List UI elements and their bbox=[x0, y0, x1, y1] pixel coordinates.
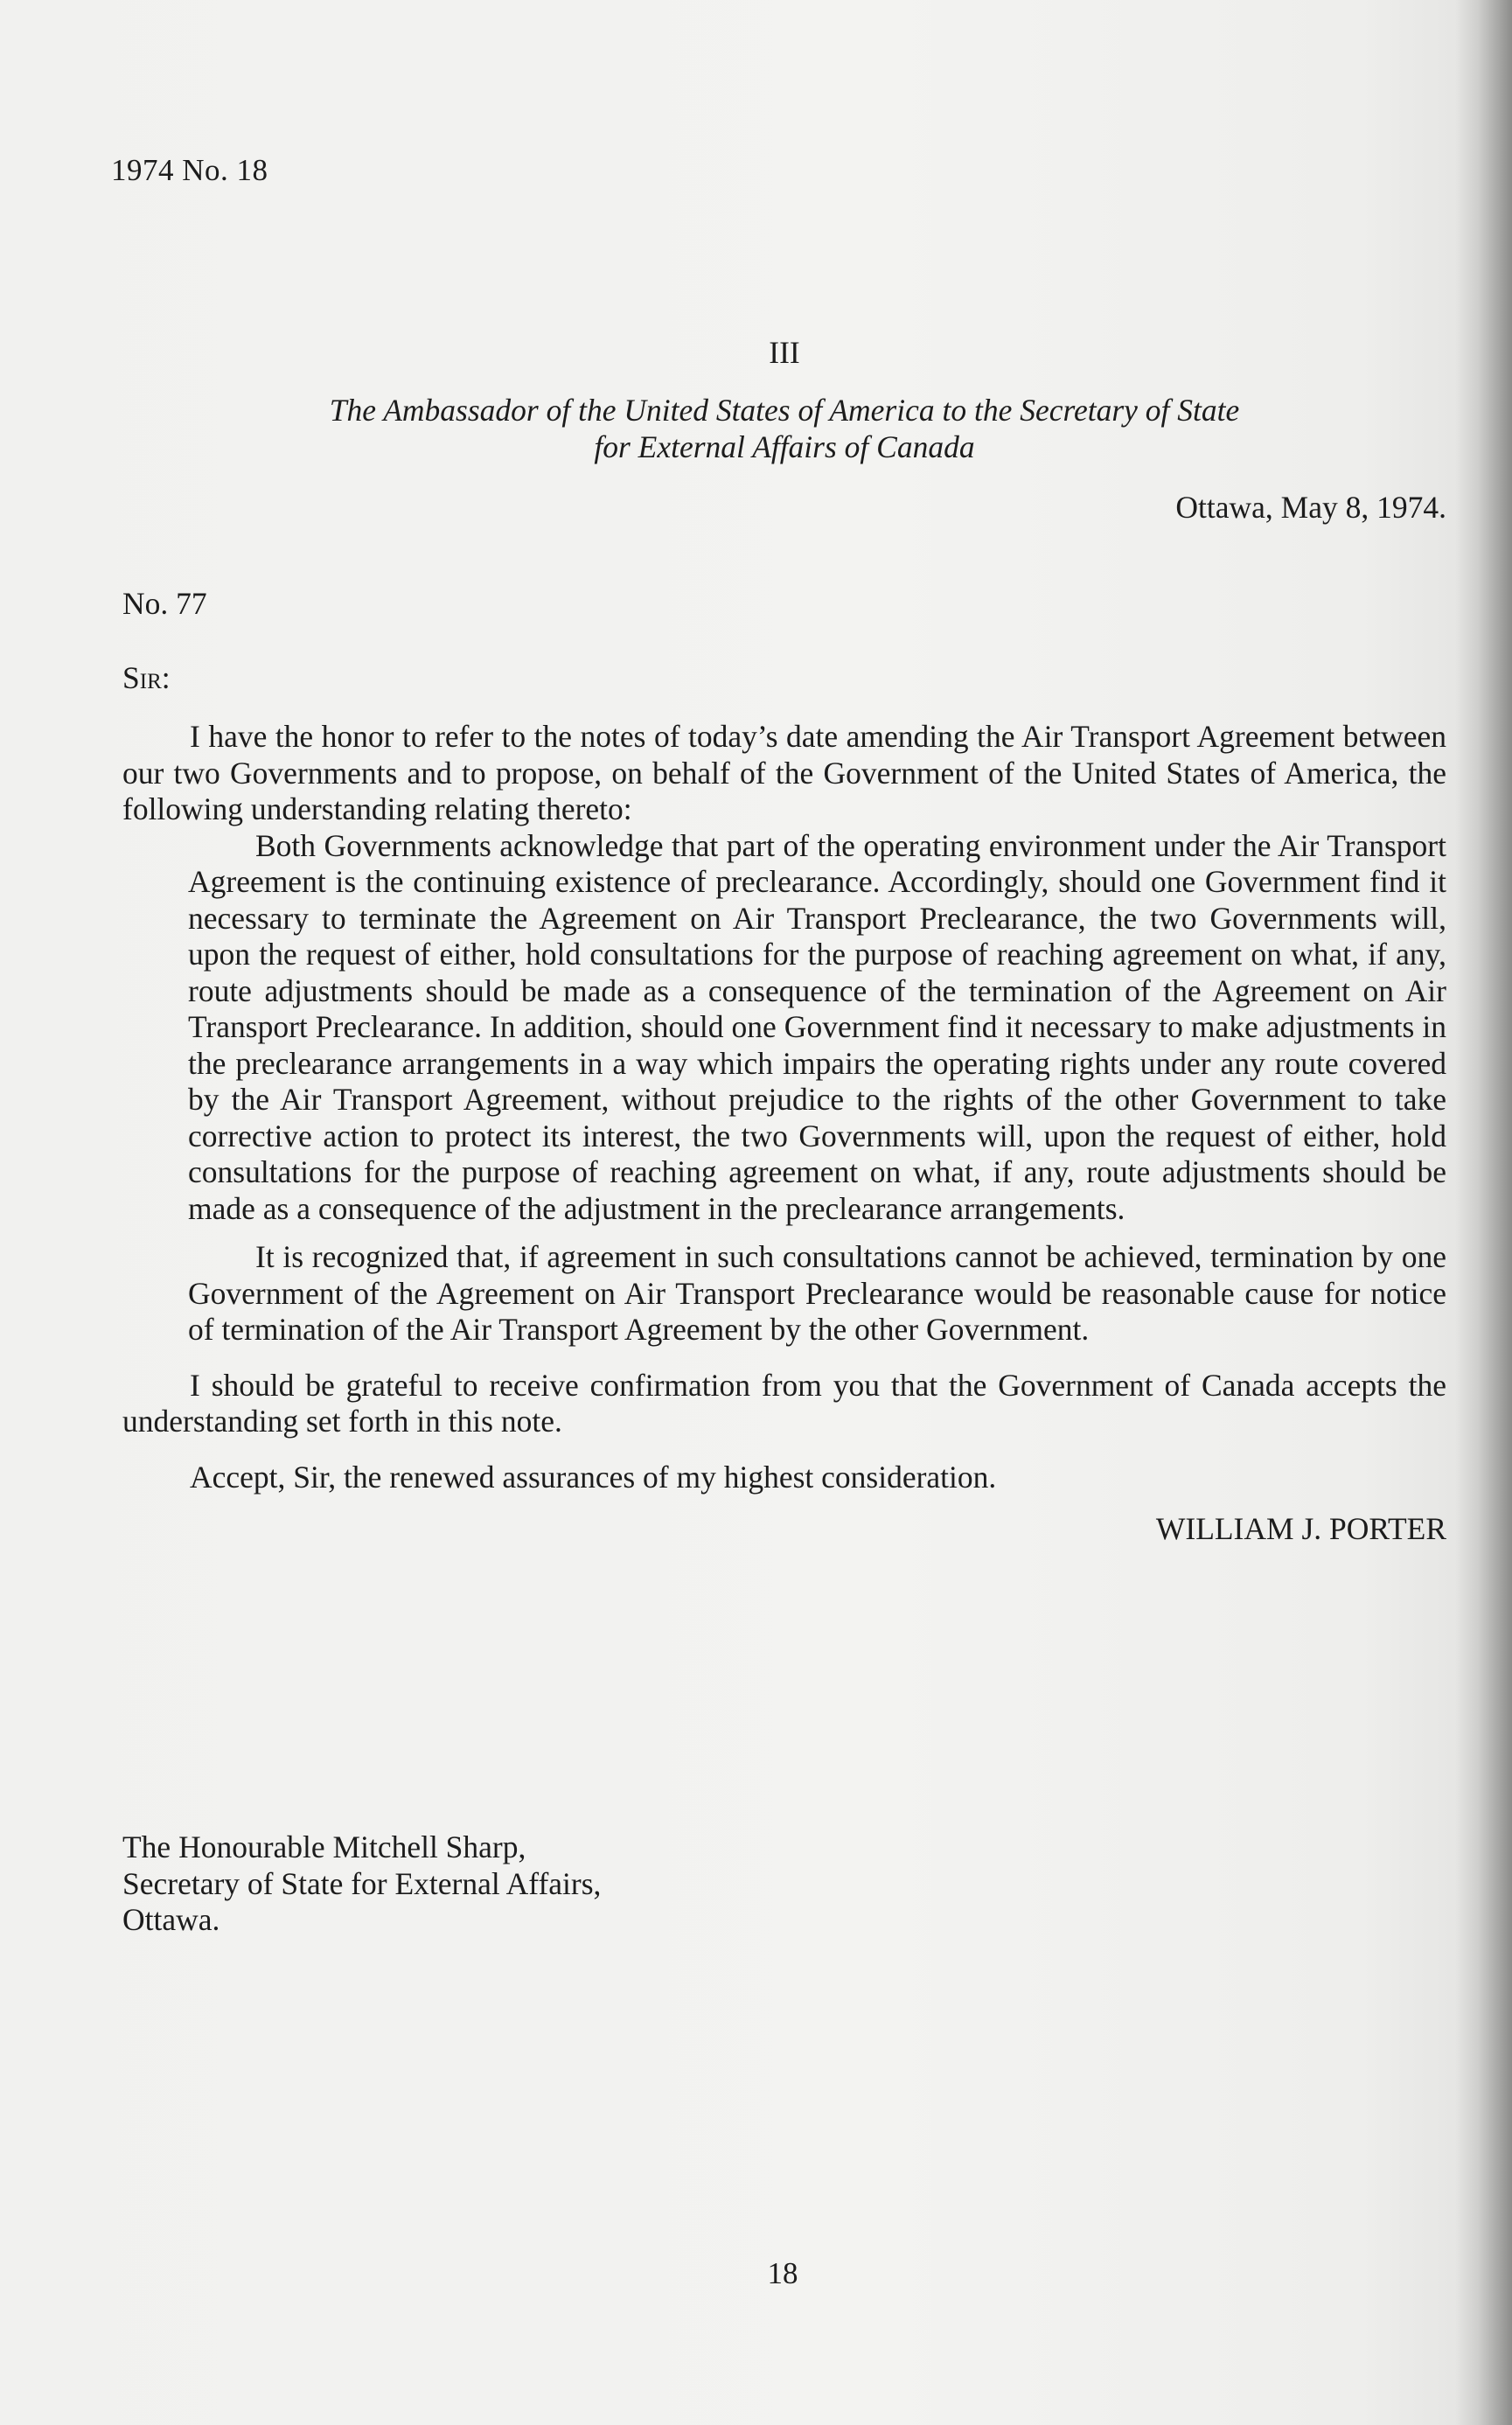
running-head: 1974 No. 18 bbox=[111, 153, 268, 187]
signature: WILLIAM J. PORTER bbox=[1155, 1511, 1446, 1546]
addressee-block bbox=[122, 1829, 1446, 1939]
page-number: 18 bbox=[767, 2256, 798, 2290]
addressee-line-1: The Honourable Mitchell Sharp, bbox=[122, 1829, 526, 1864]
quoted-paragraph-2: It is recognized that, if agreement in such consultations cannot be achieved, termination by one Government of the Agreement on Air Transport Preclearance would be reasonable cause for notice of termination of the Air Transport Agreement by the other Government. bbox=[188, 1239, 1446, 1347]
quoted-understanding bbox=[122, 828, 1446, 1348]
closing-line: Accept, Sir, the renewed assurances of my highest consideration. bbox=[190, 1459, 997, 1495]
page-gutter-shadow bbox=[1455, 0, 1512, 2425]
note-heading bbox=[122, 392, 1446, 465]
quoted-paragraph-1: Both Governments acknowledge that part of the operating environment under the Air Transport Agreement is the continuing existence of preclearance. Accordingly, should one Government find it necessary to terminate the Agreement on Air Transport Preclearance, the two Governments will, upon the request of either, hold consultations for the purpose of reaching agreement on what, if any, route adjustments should be made as a consequence of the termination of the Agreement on Air Transport Preclearance. In addition, should one Government find it necessary to make adjustments in the preclearance arrangements in a way which impairs the operating rights under any route covered by the Air Transport Agreement, without prejudice to the rights of the other Government to take corrective action to protect its interest, the two Governments will, upon the request of either, hold consultations for the purpose of reaching agreement on what, if any, route adjustments should be made as a consequence of the adjustment in the preclearance arrangements. bbox=[188, 827, 1446, 1226]
addressee-line-3: Ottawa. bbox=[122, 1902, 220, 1937]
note-heading-line-1: The Ambassador of the United States of America to the Secretary of State bbox=[329, 393, 1240, 428]
note-body bbox=[122, 719, 1446, 1548]
section-number: III bbox=[769, 335, 800, 370]
place-date: Ottawa, May 8, 1974. bbox=[1175, 490, 1446, 525]
body-paragraph-1: I have the honor to refer to the notes of today’s date amending the Air Transport Agreement between our two Governments and to propose, on behalf of the Government of the United States of America, the following understanding relating thereto: bbox=[122, 719, 1446, 826]
salutation: Sir: bbox=[122, 660, 171, 695]
note-heading-line-2: for External Affairs of Canada bbox=[594, 429, 975, 464]
note-number: No. 77 bbox=[122, 586, 207, 621]
addressee-line-2: Secretary of State for External Affairs, bbox=[122, 1865, 602, 1901]
body-paragraph-2: I should be grateful to receive confirmation from you that the Government of Canada accepts the understanding set forth in this note. bbox=[122, 1367, 1446, 1439]
